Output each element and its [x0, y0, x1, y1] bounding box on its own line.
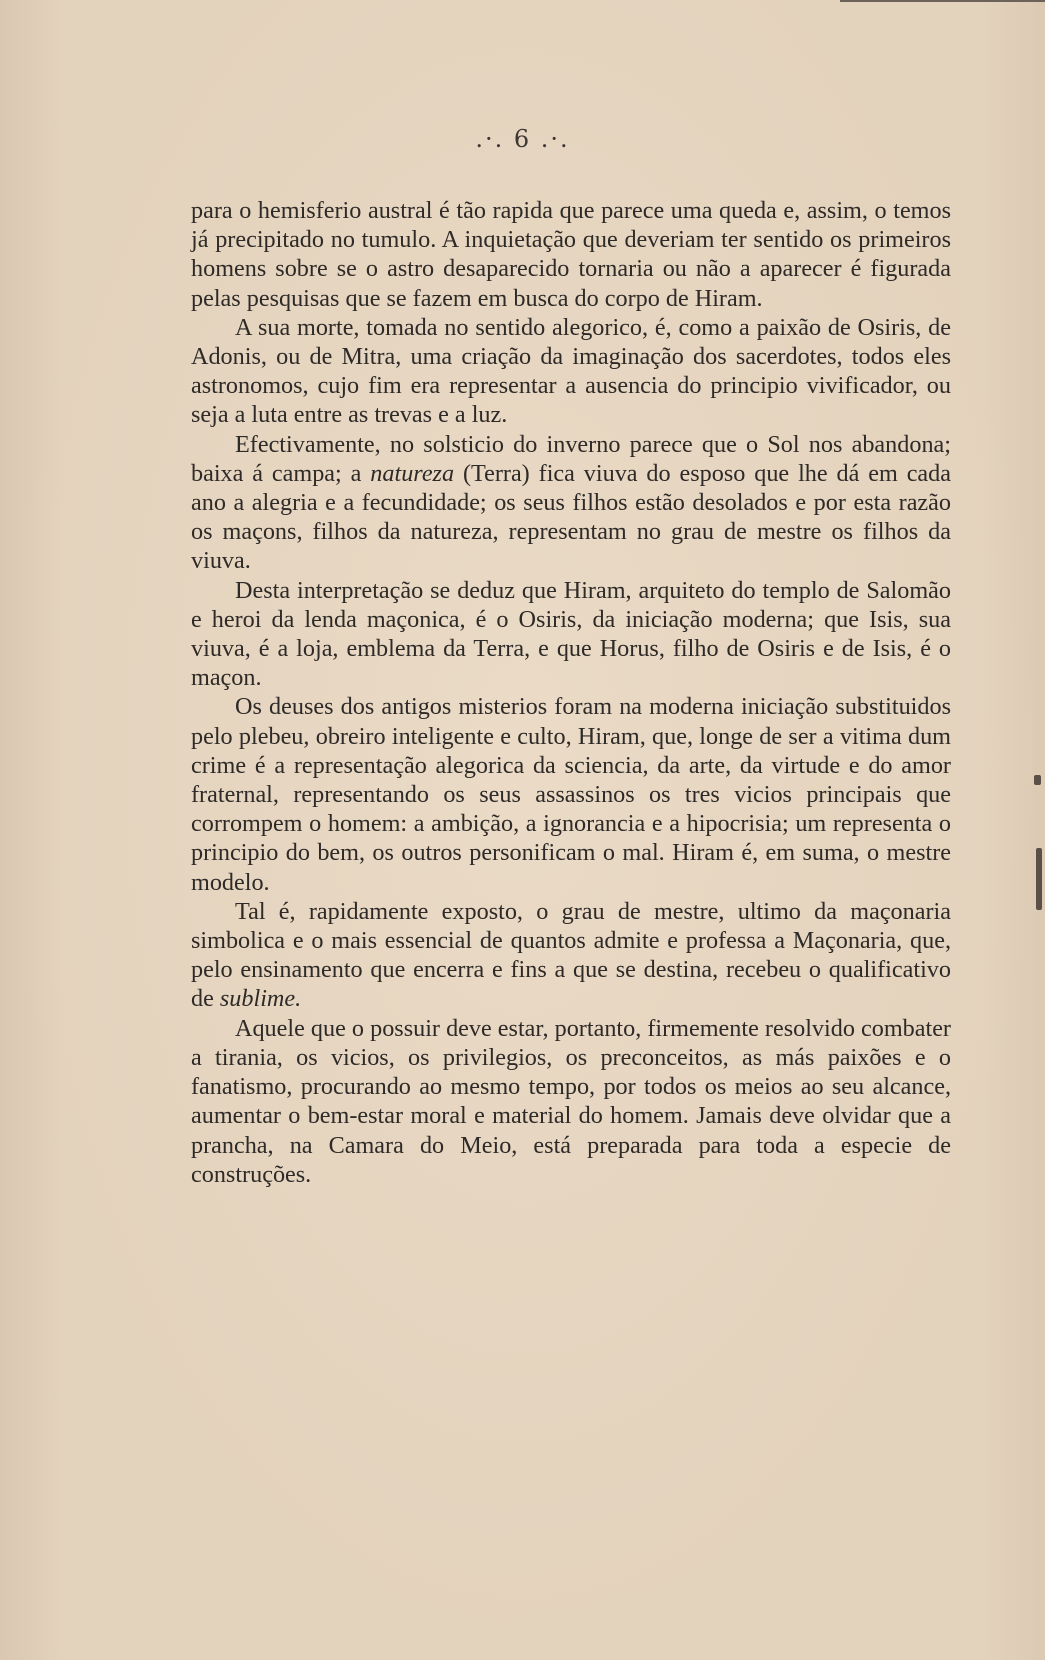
paragraph-3-end: (Terra) fica viuva do esposo que lhe dá em cada ano a alegria e a fecundidade; os seus filhos estão desolados e por esta razão os maçons, filhos da natureza, representam no grau de mestre os filhos da viuva. — [191, 459, 951, 575]
page-number: .·. 6 .·. — [475, 125, 570, 153]
paragraph-6 — [191, 897, 951, 1014]
paragraph-3 — [191, 430, 951, 576]
paragraph-3-start: Efectivamente, no solsticio do inverno parece que o Sol nos abandona; baixa á campa; a — [191, 430, 951, 487]
paragraph-6-start: Tal é, rapidamente exposto, o grau de mestre, ultimo da maçonaria simbolica e o mais essencial de quantos admite e professa a Maçonaria, que, pelo ensinamento que encerra e fins a que se destina, recebeu o qualificativo de — [191, 897, 951, 1013]
paragraph-7: Aquele que o possuir deve estar, portanto, firmemente resolvido combater a tirania, os vicios, os privilegios, os preconceitos, as más paixões e o fanatismo, procurando ao mesmo tempo, por todos os meios ao seu alcance, aumentar o bem-estar moral e material do homem. Jamais deve olvidar que a prancha, na Camara do Meio, está preparada para toda a especie de construções. — [191, 1014, 951, 1188]
page-top-edge — [840, 0, 1045, 2]
margin-mark-bottom — [1036, 848, 1042, 910]
emphasis-sublime: sublime. — [219, 985, 302, 1013]
body-text — [191, 196, 951, 1189]
margin-mark-top — [1034, 775, 1041, 785]
emphasis-natureza: natureza — [370, 459, 455, 487]
paragraph-1: para o hemisferio austral é tão rapida que parece uma queda e, assim, o temos já precipitado no tumulo. A inquietação que deveriam ter sentido os primeiros homens sobre se o astro desaparecido tornaria ou não a aparecer é figurada pelas pesquisas que se fazem em busca do corpo de Hiram. — [191, 197, 951, 312]
paragraph-4: Desta interpretação se deduz que Hiram, arquiteto do templo de Salomão e heroi da lenda maçonica, é o Osiris, da iniciação moderna; que Isis, sua viuva, é a loja, emblema da Terra, e que Horus, filho de Osiris e de Isis, é o maçon. — [191, 576, 951, 692]
paragraph-2: A sua morte, tomada no sentido alegorico, é, como a paixão de Osiris, de Adonis, ou de Mitra, uma criação da imaginação dos sacerdotes, todos eles astronomos, cujo fim era representar a ausencia do principio vivificador, ou seja a luta entre as trevas e a luz. — [191, 313, 951, 429]
paragraph-5: Os deuses dos antigos misterios foram na moderna iniciação substituidos pelo plebeu, obreiro inteligente e culto, Hiram, que, longe de ser a vitima dum crime é a representação alegorica da sciencia, da arte, da virtude e do amor fraternal, representando os seus assassinos os tres vicios principais que corrompem o homem: a ambição, a ignorancia e a hipocrisia; um representa o principio do bem, os outros personificam o mal. Hiram é, em suma, o mestre modelo. — [191, 693, 951, 896]
